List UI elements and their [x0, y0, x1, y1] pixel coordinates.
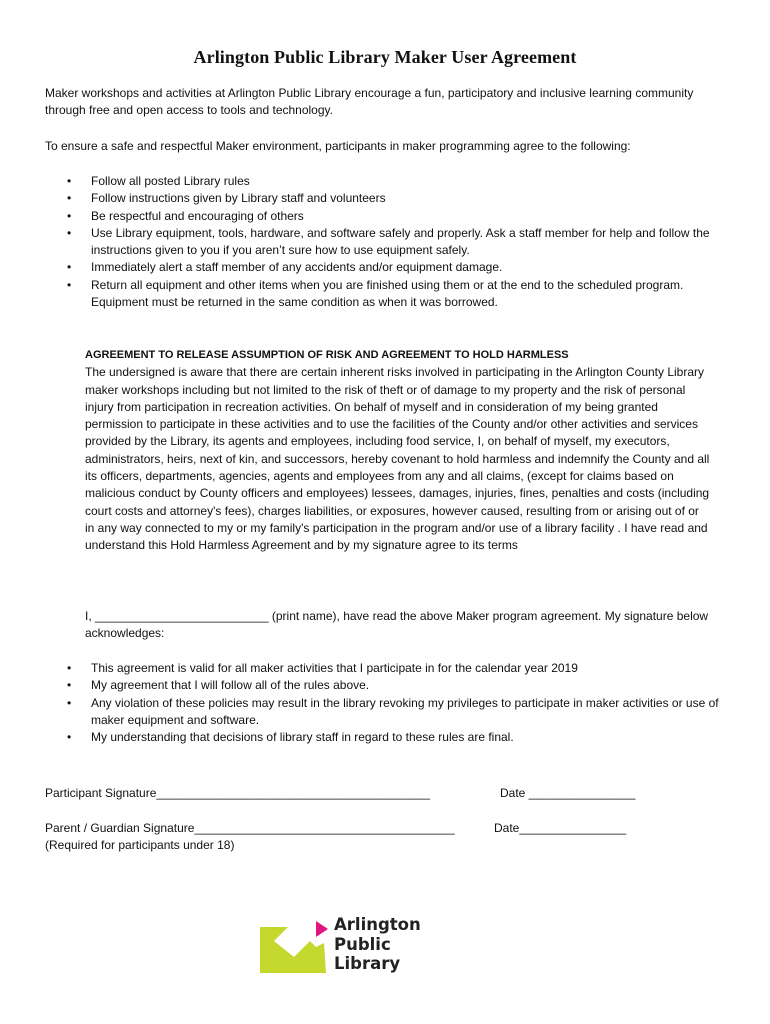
- list-item: • Follow all posted Library rules: [45, 173, 735, 190]
- lead-in-paragraph: To ensure a safe and respectful Maker environment, participants in maker programming agree to the following:: [45, 139, 631, 153]
- release-body: The undersigned is aware that there are certain inherent risks involved in participating in the Arlington County Library maker workshops including but not limited to the risk of theft or of damage to my property and the risk of personal injury from participation in recreation activities. On behalf of myself and in consideration of my being granted permission to participate in these activities and to use the facilities of the County and/or other activities and services provided by the Library, its agents and employees, including food service, I, on behalf of myself, my executors, administrators, heirs, next of kin, and successors, hereby covenant to hold harmless and indemnify the County and all its officers, departments, agencies, agents and employees from any and all claims, (except for claims based on malicious conduct by County officers and employees) lessees, damages, injuries, fines, penalties and costs (including court costs and attorney's fees), charges liabilities, or exposures, however caused, resulting from or arising out of or in any way connected to my or my family's participation in the program and/or use of a library facility . I have read and understand this Hold Harmless Agreement and by my signature agree to its terms: [85, 365, 710, 553]
- document-title: Arlington Public Library Maker User Agreement: [193, 47, 577, 67]
- list-item: • Immediately alert a staff member of any accidents and/or equipment damage.: [45, 259, 735, 276]
- acknowledgement-paragraph: I, __________________________ (print name), have read the above Maker program agreement. My signature below acknowledges:: [85, 609, 709, 641]
- logo-wordmark: [334, 915, 421, 974]
- rules-list: [45, 173, 735, 311]
- guardian-date-line[interactable]: Date________________: [494, 821, 627, 835]
- participant-date-line[interactable]: Date ________________: [500, 786, 636, 800]
- list-item: • My agreement that I will follow all of the rules above.: [45, 677, 735, 694]
- library-logo: [258, 915, 438, 977]
- logo-line-2: Public: [334, 934, 391, 954]
- participant-signature-line[interactable]: Participant Signature_________________________________________: [45, 786, 431, 800]
- release-section: [85, 347, 710, 555]
- logo-line-1: Arlington: [334, 915, 421, 934]
- intro-paragraph: Maker workshops and activities at Arlington Public Library encourage a fun, participatory and inclusive learning community through free and open access to tools and technology.: [45, 86, 694, 118]
- list-item: • My understanding that decisions of library staff in regard to these rules are final.: [45, 729, 735, 746]
- guardian-signature-line[interactable]: Parent / Guardian Signature_______________________________________: [45, 821, 455, 835]
- list-item: • Use Library equipment, tools, hardware, and software safely and properly. Ask a staff member for help and follow the instructions given to you if you aren’t sure how to use equipment safely.: [45, 225, 735, 260]
- logo-line-3: Library: [334, 954, 401, 973]
- library-logo-mark: [258, 915, 330, 977]
- release-heading: AGREEMENT TO RELEASE ASSUMPTION OF RISK AND AGREEMENT TO HOLD HARMLESS: [85, 349, 569, 361]
- list-item: • This agreement is valid for all maker activities that I participate in for the calendar year 2019: [45, 660, 735, 677]
- list-item: • Follow instructions given by Library staff and volunteers: [45, 190, 735, 207]
- guardian-note: (Required for participants under 18): [45, 838, 235, 852]
- list-item: • Return all equipment and other items when you are finished using them or at the end to the scheduled program. Equipment must be returned in the same condition as when it was borrowed.: [45, 277, 735, 312]
- list-item: • Any violation of these policies may result in the library revoking my privileges to participate in maker activities or use of maker equipment and software.: [45, 695, 735, 730]
- terms-list: [45, 660, 735, 746]
- logo-pink-triangle: [316, 921, 328, 937]
- list-item: • Be respectful and encouraging of others: [45, 208, 735, 225]
